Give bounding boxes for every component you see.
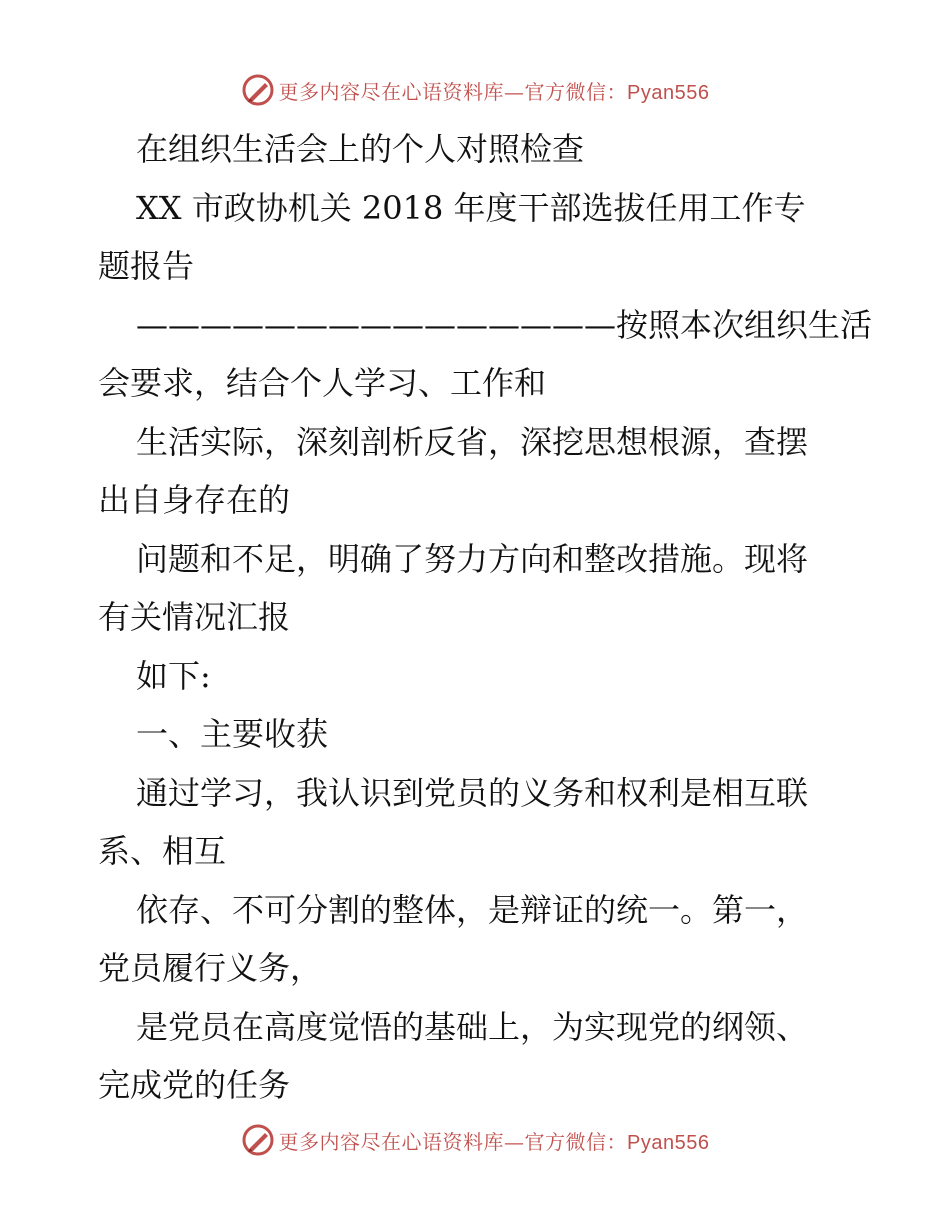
doc-paragraph-line: 如下: [136,656,211,695]
doc-paragraph-line: 完成党的任务 [98,1066,291,1104]
doc-paragraph-line: 依存、不可分割的整体，是辩证的统一。第一， [136,890,809,929]
doc-paragraph-line: 会要求，结合个人学习、工作和 [98,364,547,402]
doc-paragraph-line: ———————————————按照本次组织生活 [136,305,873,344]
header-watermark [0,70,950,110]
watermark-text: 更多内容尽在心语资料库—官方微信：Pyan556 [278,79,710,104]
doc-subtitle-line-1: XX 市政协机关 2018 年度干部选拔任用工作专 [136,188,806,227]
doc-paragraph-line: 党员履行义务， [98,949,323,987]
doc-paragraph-line: 通过学习，我认识到党员的义务和权利是相互联 [136,773,809,812]
doc-paragraph-line: 系、相互 [98,832,227,870]
doc-subtitle-line-2: 题报告 [98,247,195,285]
doc-paragraph-line: 出自身存在的 [98,481,291,519]
pen-logo-icon [241,1123,275,1157]
pen-logo-icon [241,73,275,107]
section-heading: 一、主要收获 [136,715,329,753]
doc-paragraph-line: 有关情况汇报 [98,598,291,636]
doc-paragraph-line: 是党员在高度觉悟的基础上，为实现党的纲领、 [136,1007,809,1046]
watermark-text: 更多内容尽在心语资料库—官方微信：Pyan556 [278,1129,710,1154]
doc-title: 在组织生活会上的个人对照检查 [136,130,585,168]
document-body [98,120,873,1115]
doc-paragraph-line: 生活实际，深刻剖析反省，深挖思想根源，查摆 [136,422,809,461]
doc-paragraph-line: 问题和不足，明确了努力方向和整改措施。现将 [136,539,809,578]
footer-watermark [0,1120,950,1160]
